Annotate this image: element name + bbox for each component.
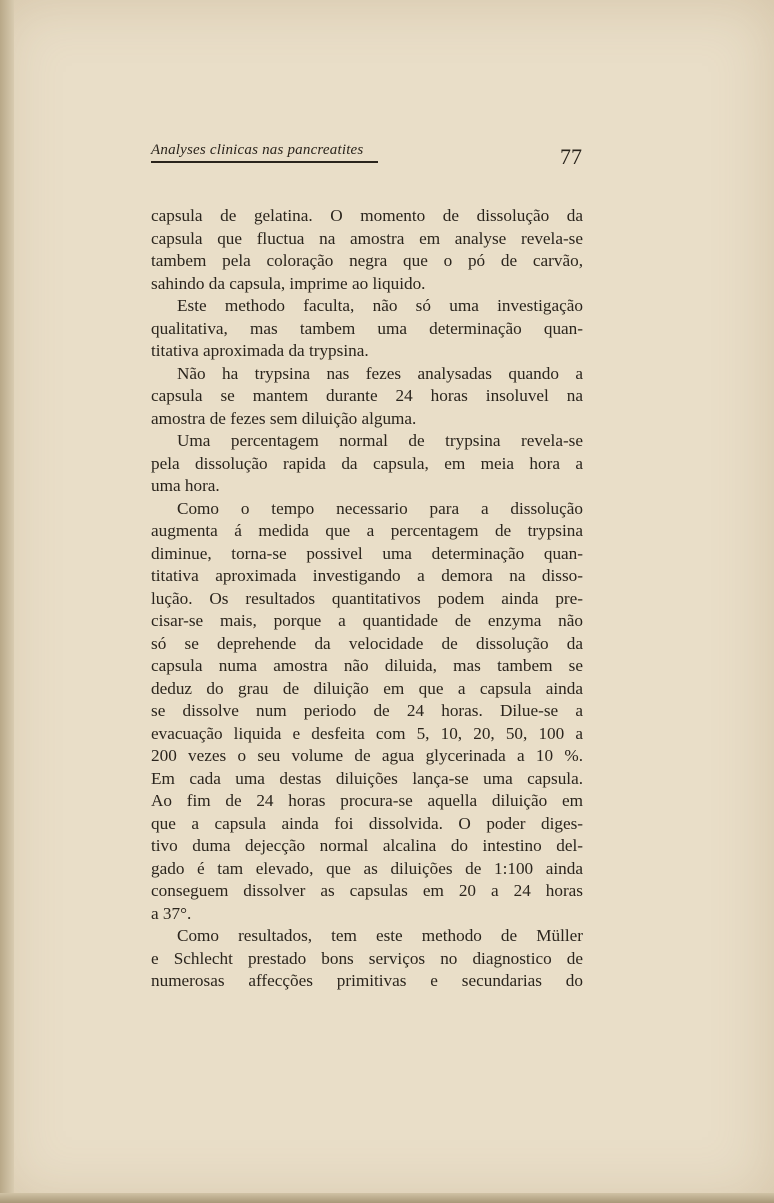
text-line: Não ha trypsina nas fezes analysadas quando a: [177, 363, 583, 383]
text-line: a 37°.: [151, 903, 192, 923]
text-line: augmenta á medida que a percentagem de trypsina: [151, 521, 583, 540]
text-line: titativa aproximada da trypsina.: [151, 341, 369, 360]
text-line: cisar-se mais, porque a quantidade de enzyma não: [151, 611, 583, 630]
text-line: Como o tempo necessario para a dissolução: [177, 498, 583, 518]
text-line: evacuação liquida e desfeita com 5, 10, 20, 50, 100 a: [151, 723, 583, 743]
text-line: capsula se mantem durante 24 horas insoluvel na: [151, 386, 583, 405]
page-number: 77: [560, 144, 582, 169]
text-line: qualitativa, mas tambem uma determinação quan-: [151, 318, 583, 338]
text-line: gado é tam elevado, que as diluições de 1:100 ainda: [151, 858, 583, 878]
text-line: conseguem dissolver as capsulas em 20 a 24 horas: [151, 881, 583, 900]
text-line: tivo duma dejecção normal alcalina do intestino del-: [151, 836, 583, 855]
text-line: numerosas affecções primitivas e secundarias do: [151, 971, 583, 990]
text-line: titativa aproximada investigando a demora na disso-: [151, 566, 583, 585]
text-line: que a capsula ainda foi dissolvida. O poder diges-: [151, 813, 583, 833]
text-line: e Schlecht prestado bons serviços no diagnostico de: [151, 948, 583, 968]
text-line: pela dissolução rapida da capsula, em meia hora a: [151, 453, 583, 473]
text-line: sahindo da capsula, imprime ao liquido.: [151, 273, 426, 293]
text-line: capsula numa amostra não diluida, mas tambem se: [151, 656, 583, 675]
text-line: diminue, torna-se possivel uma determinação quan-: [151, 543, 583, 563]
text-line: deduz do grau de diluição em que a capsula ainda: [151, 678, 583, 698]
text-line: Como resultados, tem este methodo de Müller: [177, 926, 583, 945]
running-head-rule: [151, 161, 378, 163]
text-line: Uma percentagem normal de trypsina revela-se: [177, 431, 583, 450]
text-line: uma hora.: [151, 476, 220, 495]
page-gutter: [0, 0, 14, 1203]
text-line: capsula que fluctua na amostra em analyse revela-se: [151, 228, 583, 248]
text-line: só se deprehende da velocidade de dissolução da: [151, 633, 583, 653]
text-line: Este methodo faculta, não só uma investigação: [177, 296, 583, 315]
text-line: lução. Os resultados quantitativos podem ainda pre-: [151, 588, 583, 608]
page-bottom-edge: [0, 1193, 774, 1203]
text-line: amostra de fezes sem diluição alguma.: [151, 408, 417, 428]
text-line: tambem pela coloração negra que o pó de carvão,: [151, 251, 583, 270]
text-line: capsula de gelatina. O momento de dissolução da: [151, 206, 583, 225]
text-line: se dissolve num periodo de 24 horas. Dilue-se a: [151, 701, 583, 720]
text-line: Em cada uma destas diluições lança-se uma capsula.: [151, 768, 583, 788]
body-text: [151, 205, 583, 993]
text-line: 200 vezes o seu volume de agua glycerinada a 10 %.: [151, 746, 583, 765]
running-head: Analyses clinicas nas pancreatites: [151, 142, 364, 158]
text-line: Ao fim de 24 horas procura-se aquella diluição em: [151, 791, 583, 810]
